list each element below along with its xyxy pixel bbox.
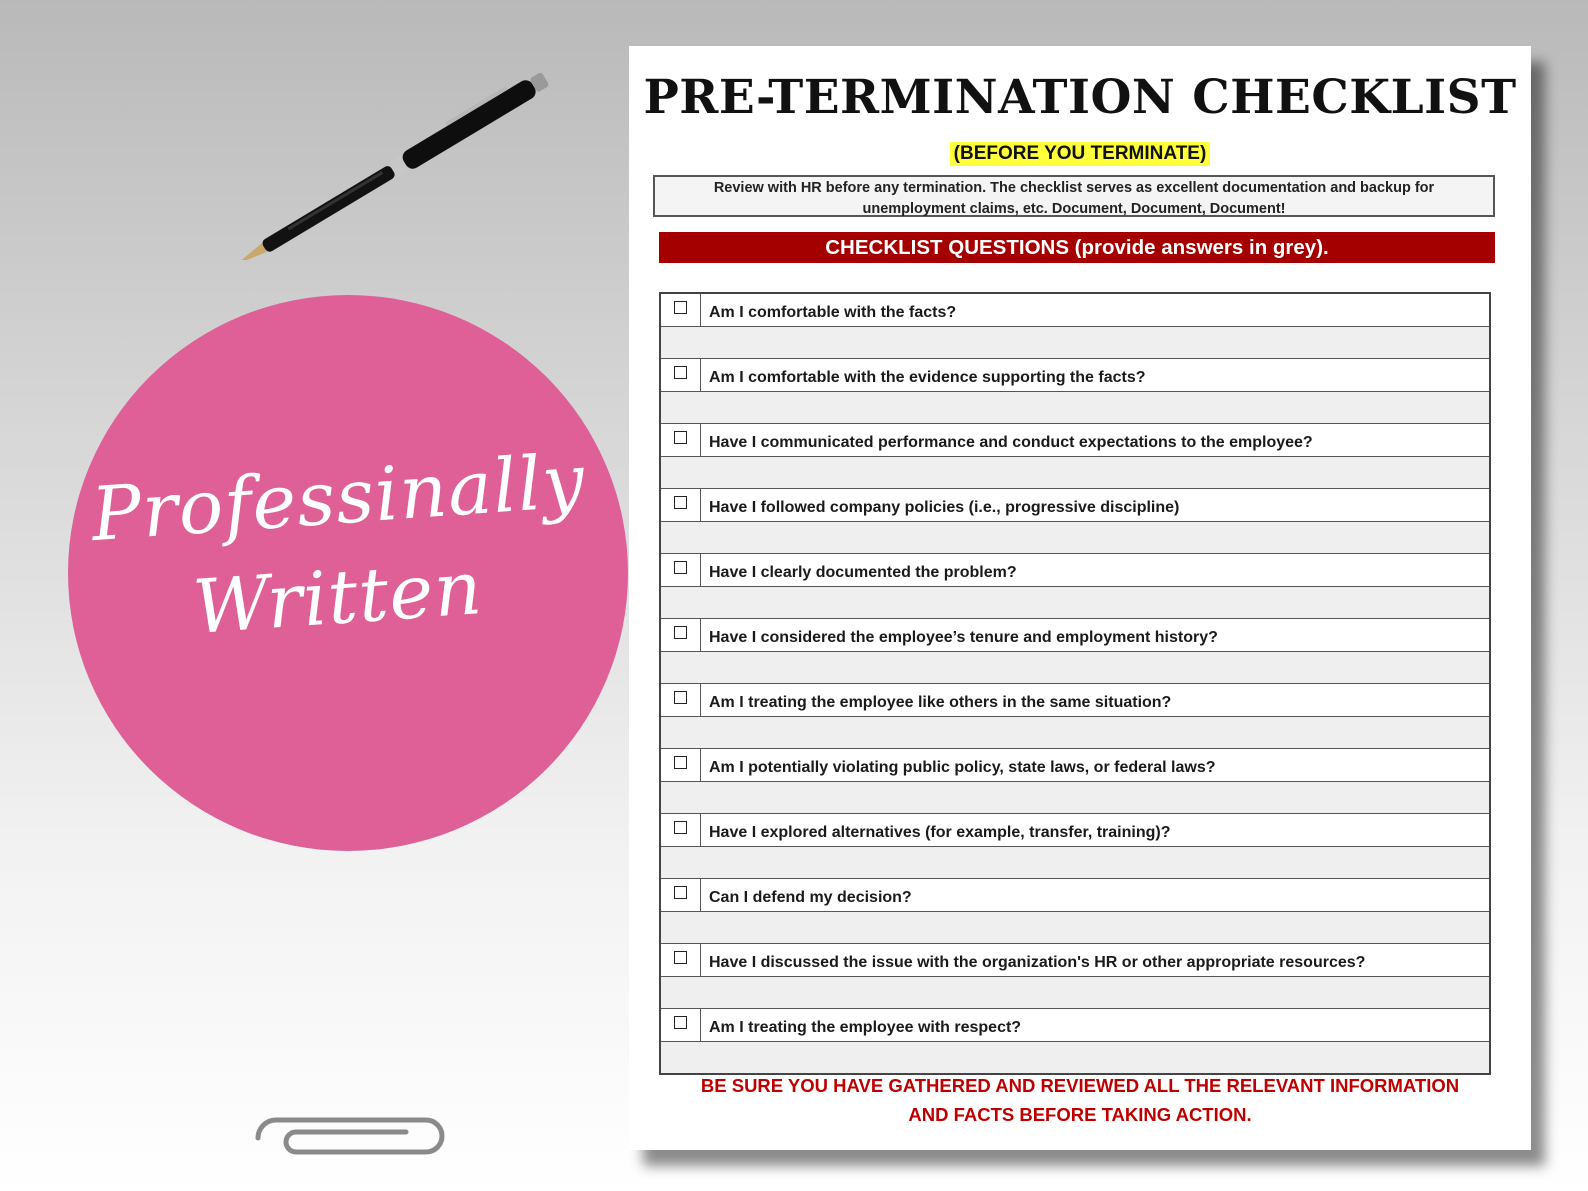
answer-field[interactable] — [661, 912, 1489, 944]
question-row — [661, 619, 1489, 652]
checkbox[interactable] — [674, 431, 687, 444]
checkbox[interactable] — [674, 496, 687, 509]
checkbox-cell — [661, 424, 701, 456]
footer-line-1: BE SURE YOU HAVE GATHERED AND REVIEWED ALL THE RELEVANT INFORMATION — [700, 1075, 1460, 1096]
answer-field[interactable] — [661, 587, 1489, 619]
question-text: Have I followed company policies (i.e., progressive discipline) — [709, 499, 1180, 516]
checklist-sheet — [629, 46, 1531, 1150]
intro-line-1: Review with HR before any termination. The checklist serves as excellent documentation and backup for — [713, 180, 1435, 196]
checkbox[interactable] — [674, 561, 687, 574]
answer-field[interactable] — [661, 1042, 1489, 1073]
checkbox[interactable] — [674, 821, 687, 834]
checkbox-cell — [661, 619, 701, 651]
paperclip-image — [248, 1108, 448, 1168]
checkbox-cell — [661, 879, 701, 911]
question-row — [661, 424, 1489, 457]
checkbox[interactable] — [674, 301, 687, 314]
checkbox[interactable] — [674, 626, 687, 639]
checkbox[interactable] — [674, 886, 687, 899]
checkbox-cell — [661, 359, 701, 391]
question-row — [661, 359, 1489, 392]
question-row — [661, 684, 1489, 717]
questions-table — [659, 292, 1491, 1075]
badge-line-1: Professinally — [88, 437, 588, 559]
answer-field[interactable] — [661, 392, 1489, 424]
checkbox-cell — [661, 294, 701, 326]
answer-field[interactable] — [661, 327, 1489, 359]
professionally-written-badge — [68, 295, 628, 851]
badge-line-2: Written — [190, 545, 486, 651]
answer-field[interactable] — [661, 847, 1489, 879]
question-text: Have I communicated performance and conduct expectations to the employee? — [709, 434, 1313, 451]
checkbox-cell — [661, 1009, 701, 1041]
intro-box — [653, 175, 1495, 217]
question-row — [661, 554, 1489, 587]
answer-field[interactable] — [661, 782, 1489, 814]
checkbox-cell — [661, 944, 701, 976]
checkbox-cell — [661, 684, 701, 716]
question-row — [661, 1009, 1489, 1042]
question-text: Have I discussed the issue with the organization's HR or other appropriate resources? — [709, 954, 1366, 971]
checkbox[interactable] — [674, 756, 687, 769]
question-text: Have I explored alternatives (for example, transfer, training)? — [709, 824, 1171, 841]
answer-field[interactable] — [661, 977, 1489, 1009]
checkbox[interactable] — [674, 691, 687, 704]
question-row — [661, 879, 1489, 912]
checkbox-cell — [661, 489, 701, 521]
question-text: Am I treating the employee like others in the same situation? — [709, 694, 1172, 711]
question-text: Am I potentially violating public policy, state laws, or federal laws? — [709, 759, 1216, 776]
checkbox[interactable] — [674, 366, 687, 379]
question-text: Have I clearly documented the problem? — [709, 564, 1017, 581]
document-title: PRE-TERMINATION CHECKLIST — [643, 70, 1517, 125]
question-row — [661, 294, 1489, 327]
question-text: Am I comfortable with the facts? — [709, 304, 957, 321]
question-text: Can I defend my decision? — [709, 889, 912, 906]
question-text: Am I treating the employee with respect? — [709, 1019, 1022, 1036]
section-header: CHECKLIST QUESTIONS (provide answers in grey). — [659, 232, 1495, 263]
document-subtitle: (BEFORE YOU TERMINATE) — [950, 142, 1211, 166]
question-text: Have I considered the employee’s tenure and employment history? — [709, 629, 1218, 646]
checkbox[interactable] — [674, 1016, 687, 1029]
question-text: Am I comfortable with the evidence supporting the facts? — [709, 369, 1146, 386]
checkbox-cell — [661, 749, 701, 781]
answer-field[interactable] — [661, 717, 1489, 749]
footer-note — [629, 1071, 1531, 1129]
checkbox[interactable] — [674, 951, 687, 964]
question-row — [661, 944, 1489, 977]
answer-field[interactable] — [661, 522, 1489, 554]
question-row — [661, 489, 1489, 522]
pen-image — [200, 60, 620, 260]
answer-field[interactable] — [661, 652, 1489, 684]
checkbox-cell — [661, 554, 701, 586]
footer-line-2: AND FACTS BEFORE TAKING ACTION. — [908, 1104, 1252, 1125]
checkbox-cell — [661, 814, 701, 846]
answer-field[interactable] — [661, 457, 1489, 489]
intro-line-2: unemployment claims, etc. Document, Document, Document! — [862, 201, 1286, 217]
question-row — [661, 814, 1489, 847]
question-row — [661, 749, 1489, 782]
